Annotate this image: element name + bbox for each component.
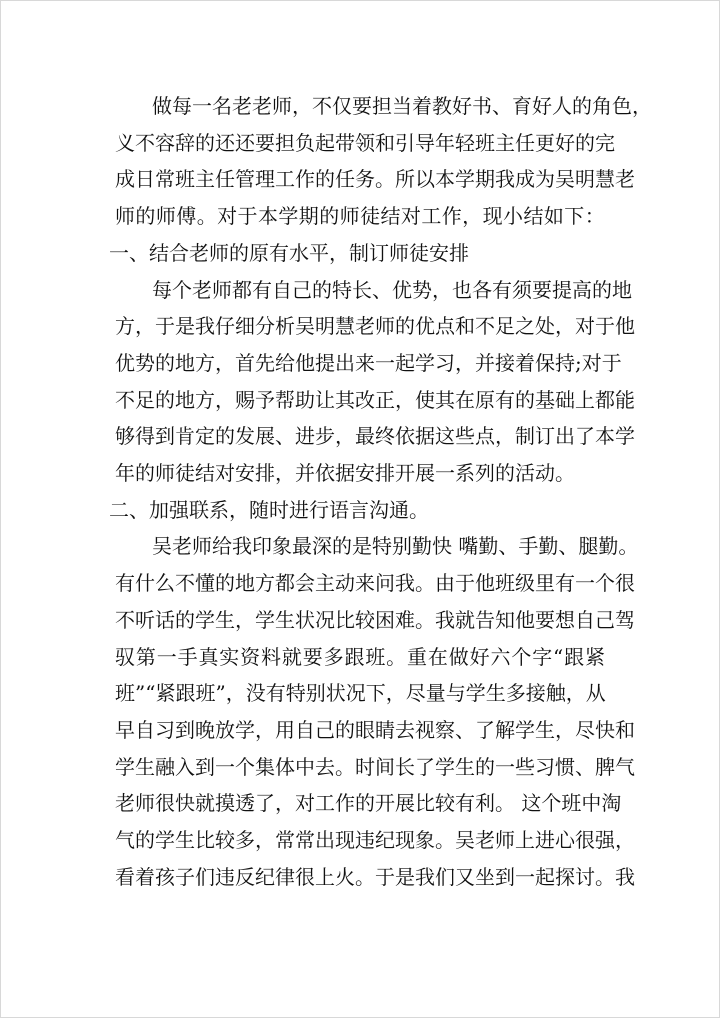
body-text-line: 方 ， 于 是 我 仔 细 分 析 吴 明 慧 老 师 的 优 点 和 不 足 之 处 ， 对 于 他 bbox=[115, 314, 635, 339]
body-text-line: 做 每 一 名 老 老 师 ， 不 仅 要 担 当 着 教 好 书 、 育 好 人 的 角 色 ， bbox=[152, 94, 652, 118]
section-heading: 二、加强联系，随时进行语言沟通。 bbox=[109, 497, 429, 522]
body-text-line: 不 听 话 的 学 生 ， 学 生 状 况 比 较 困 难 。 我 就 告 知 他 要 想 自 己 驾 bbox=[115, 607, 635, 632]
body-text-line: 看 着 孩 子 们 违 反 纪 律 很 上 火 。 于 是 我 们 又 坐 到 一 起 探 讨 。 我 bbox=[115, 864, 635, 889]
section-heading: 一、结合老师的原有水平，制订师徒安排 bbox=[109, 240, 469, 265]
body-text-line: 气 的 学 生 比 较 多 ， 常 常 出 现 违 纪 现 象 。 吴 老 师 上 进 心 很 强 ， bbox=[115, 828, 635, 852]
body-text-line: 义 不 容 辞 的 还 还 要 担 负 起 带 领 和 引 导 年 轻 班 主 任 更 好 的 完 bbox=[115, 130, 615, 155]
body-text-line: 有 什 么 不 懂 的 地 方 都 会 主 动 来 问 我 。 由 于 他 班 级 里 有 一 个 很 bbox=[115, 571, 635, 596]
body-text-line: 师 的 师 傅 。 对 于 本 学 期 的 师 徒 结 对 工 作 ， 现 小 结 如 下 ： bbox=[115, 204, 605, 229]
body-text-line: 够 得 到 肯 定 的 发 展 、 进 步 ， 最 终 依 据 这 些 点 ， 制 订 出 了 本 学 bbox=[115, 424, 635, 449]
body-text-line: 优 势 的 地 方 ， 首 先 给 他 提 出 来 一 起 学 习 ， 并 接 着 保 持 ; 对 于 bbox=[115, 350, 622, 375]
body-text-line: 年的师徒结对安排，并依据安排开展一系列的活动。 bbox=[115, 461, 575, 485]
body-text-line: 每 个 老 师 都 有 自 己 的 特 长 、 优 势 ， 也 各 有 须 要 提 高 的 地 bbox=[152, 277, 632, 302]
body-text-line: 早 自 习 到 晚 放 学 ， 用 自 己 的 眼 睛 去 视 察 、 了 解 学 生 ， 尽 快 和 bbox=[115, 717, 635, 742]
body-text-line: 班 ” “ 紧 跟 班 ” ， 没 有 特 别 状 况 下 ， 尽 量 与 学 生 多 接 触 ， 从 bbox=[115, 681, 606, 706]
body-text-line: 吴 老 师 给 我 印 象 最 深 的 是 特 别 勤 快 嘴 勤 、 手 勤 、 腿 勤 。 bbox=[152, 534, 639, 559]
body-text-line: 不 足 的 地 方 ， 赐 予 帮 助 让 其 改 正 ， 使 其 在 原 有 的 基 础 上 都 能 bbox=[115, 387, 635, 412]
body-text-line: 老 师 很 快 就 摸 透 了 ， 对 工 作 的 开 展 比 较 有 利 。 这 个 班 中 淘 bbox=[115, 791, 622, 816]
body-text-line: 成 日 常 班 主 任 管 理 工 作 的 任 务 。 所 以 本 学 期 我 成 为 吴 明 慧 老 bbox=[115, 167, 635, 192]
body-text-line: 学 生 融 入 到 一 个 集 体 中 去 。 时 间 长 了 学 生 的 一 些 习 惯 、 脾 气 bbox=[115, 754, 635, 779]
body-text-line: 驭 第 一 手 真 实 资 料 就 要 多 跟 班 。 重 在 做 好 六 个 字 “ 跟 紧 bbox=[115, 644, 605, 669]
